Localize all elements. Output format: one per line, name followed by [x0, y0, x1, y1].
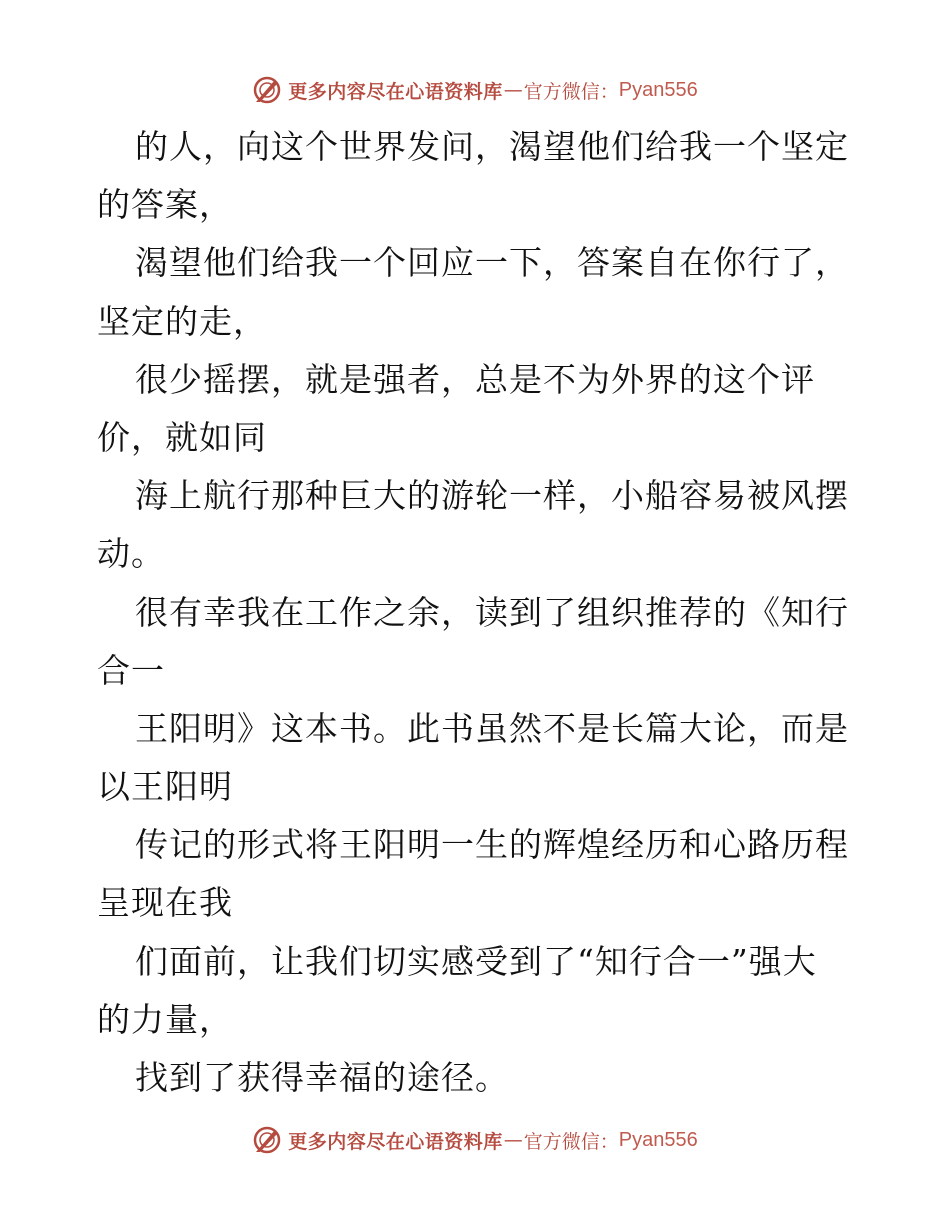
- text-line: 合一: [97, 650, 165, 690]
- text-line: 找到了获得幸福的途径。: [135, 1058, 509, 1097]
- quill-logo-icon: [252, 75, 282, 105]
- text-line: 的答案，: [97, 185, 233, 225]
- text-line: 海上航行那种巨大的游轮一样，小船容易被风摆: [135, 476, 849, 516]
- text-line: 渴望他们给我一个回应一下，答案自在你行了，: [135, 243, 849, 283]
- text-line: 传记的形式将王阳明一生的辉煌经历和心路历程: [135, 825, 849, 865]
- watermark-sub-text: 官方微信：: [523, 1130, 619, 1153]
- document-body: [97, 118, 857, 1107]
- text-line: 以王阳明: [97, 767, 233, 807]
- text-line: 很有幸我在工作之余，读到了组织推荐的《知行: [135, 592, 849, 632]
- watermark-sub-text: 官方微信：: [523, 80, 619, 103]
- watermark-wechat-id: Pyan556: [618, 1128, 698, 1151]
- text-line: 王阳明》这本书。此书虽然不是长篇大论，而是: [135, 708, 849, 748]
- text-line: 很少摇摆，就是强者，总是不为外界的这个评: [135, 359, 815, 399]
- text-line: 的力量，: [97, 999, 233, 1039]
- watermark-dash: —: [503, 1129, 523, 1151]
- text-line: 们面前，让我们切实感受到了“知行合一”强大: [135, 941, 817, 981]
- watermark-dash: —: [503, 79, 523, 101]
- text-line: 坚定的走，: [97, 301, 267, 341]
- footer-watermark: [0, 1120, 950, 1160]
- watermark-wechat-id: Pyan556: [618, 78, 698, 101]
- watermark-main-text: 更多内容尽在心语资料库: [288, 80, 503, 103]
- header-watermark: [0, 70, 950, 110]
- text-line: 动。: [97, 534, 165, 574]
- text-line: 价，就如同: [97, 417, 267, 457]
- text-line: 呈现在我: [97, 883, 233, 923]
- text-line: 的人，向这个世界发问，渴望他们给我一个坚定: [135, 127, 849, 166]
- watermark-main-text: 更多内容尽在心语资料库: [288, 1130, 503, 1153]
- quill-logo-icon: [252, 1125, 282, 1155]
